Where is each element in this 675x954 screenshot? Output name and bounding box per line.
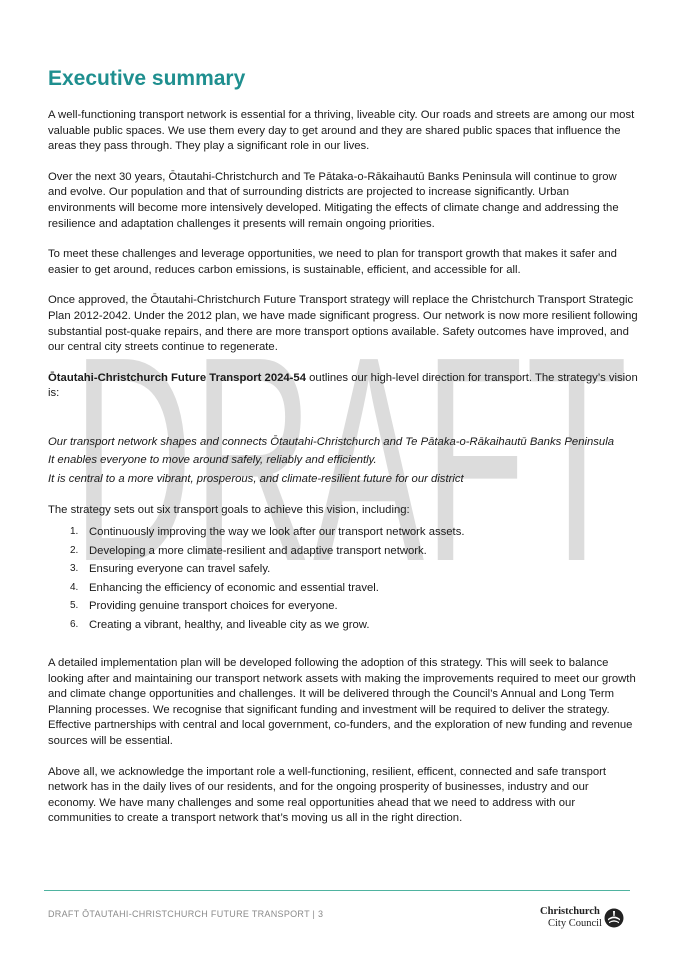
list-item — [48, 542, 638, 561]
list-item — [48, 579, 638, 598]
paragraph-conclusion: Above all, we acknowledge the important role a well-functioning, resilient, efficent, connected and safe transport network has in the daily lives of our residents, and for the ongoing prosperity of businesses, industry and our economy. We have many challenges and some real opportunities ahead that we need to address with our communities to create a transport network that’s moving us all in the right direction. — [48, 765, 607, 825]
strategy-intro-text: outlines our high-level direction for transport. The strategy’s vision is: — [48, 371, 638, 400]
paragraph-implementation: A detailed implementation plan will be developed following the adoption of this strategy. This will seek to balance looking after and maintaining our transport network assets with making the improvements required to meet our growth and climate change opportunities and challenges. It will be delivered through the Council’s Annual and Long Term Planning processes. We recognise that significant funding and investment will be required to deliver the strategy. Effective partnerships with central and local government, co-funders, and the exploration of new funding and revenue sources will be essential. — [48, 657, 636, 747]
paragraph-strategy-intro — [48, 371, 638, 402]
council-emblem-icon — [604, 908, 624, 928]
list-item — [48, 616, 638, 635]
list-number: 5. — [70, 600, 79, 611]
list-text: Ensuring everyone can travel safely. — [89, 563, 271, 575]
list-number: 6. — [70, 618, 79, 630]
list-number: 3. — [70, 563, 79, 574]
paragraph-growth: Over the next 30 years, Ōtautahi-Christchurch and Te Pātaka-o-Rākaihautū Banks Peninsula will continue to grow and evolve. Our population and that of surrounding districts are projected to increase significantly. Urban environments will become more intensively developed. Mitigating the effects of climate change and addressing the resilience and adaptation challenges it presents will remain ongoing priorities. — [48, 170, 619, 230]
list-number: 2. — [70, 544, 79, 556]
list-text: Continuously improving the way we look after our transport network assets. — [89, 526, 465, 538]
council-logo — [540, 906, 626, 932]
footer-rule — [44, 890, 630, 891]
vision-line: Our transport network shapes and connects Ōtautahi-Christchurch and Te Pātaka-o-Rākaihautū Banks Peninsula — [48, 435, 614, 448]
paragraph-intro: A well-functioning transport network is essential for a thriving, liveable city. Our roads and streets are among our most valuable public spaces. We use them every day to get around and they are shared public spaces that influence the areas they pass through. They play a significant role in our lives. — [48, 109, 635, 153]
list-text: Providing genuine transport choices for everyone. — [89, 600, 338, 612]
page-body — [48, 66, 638, 842]
vision-statement — [48, 433, 638, 489]
vision-line: It enables everyone to move around safely, reliably and efficiently. — [48, 454, 377, 467]
logo-line-1: Christchurch — [540, 906, 600, 917]
logo-line-2: City Council — [548, 918, 602, 929]
list-item — [48, 597, 638, 616]
list-item — [48, 523, 638, 542]
footer-text: DRAFT ŌTAUTAHI-CHRISTCHURCH FUTURE TRANSPORT | 3 — [48, 909, 324, 919]
goals-list — [48, 523, 638, 634]
list-item — [48, 560, 638, 579]
vision-line: It is central to a more vibrant, prosperous, and climate-resilient future for our district — [48, 472, 464, 485]
page-title: Executive summary — [48, 67, 246, 90]
paragraph-challenges: To meet these challenges and leverage opportunities, we need to plan for transport growth that makes it safer and easier to get around, reduces carbon emissions, is sustainable, efficient, and accessible for all. — [48, 248, 617, 276]
list-text: Enhancing the efficiency of economic and essential travel. — [89, 581, 379, 594]
list-text: Creating a vibrant, healthy, and liveable city as we grow. — [89, 618, 370, 631]
strategy-name: Ōtautahi-Christchurch Future Transport 2024-54 — [48, 371, 306, 384]
list-number: 1. — [70, 526, 79, 537]
svg-text:DRAFT: DRAFT — [72, 338, 628, 568]
list-number: 4. — [70, 581, 79, 593]
goals-intro: The strategy sets out six transport goals to achieve this vision, including: — [48, 504, 410, 517]
paragraph-previous-plan: Once approved, the Ōtautahi-Christchurch Future Transport strategy will replace the Christchurch Transport Strategic Plan 2012-2042. Under the 2012 plan, we have made significant progress. Our network is now more resilient following substantial post-quake repairs, and there are more transport options available. Safety outcomes have improved, and our central city streets continue to regenerate. — [48, 294, 638, 354]
list-text: Developing a more climate-resilient and adaptive transport network. — [89, 544, 427, 557]
